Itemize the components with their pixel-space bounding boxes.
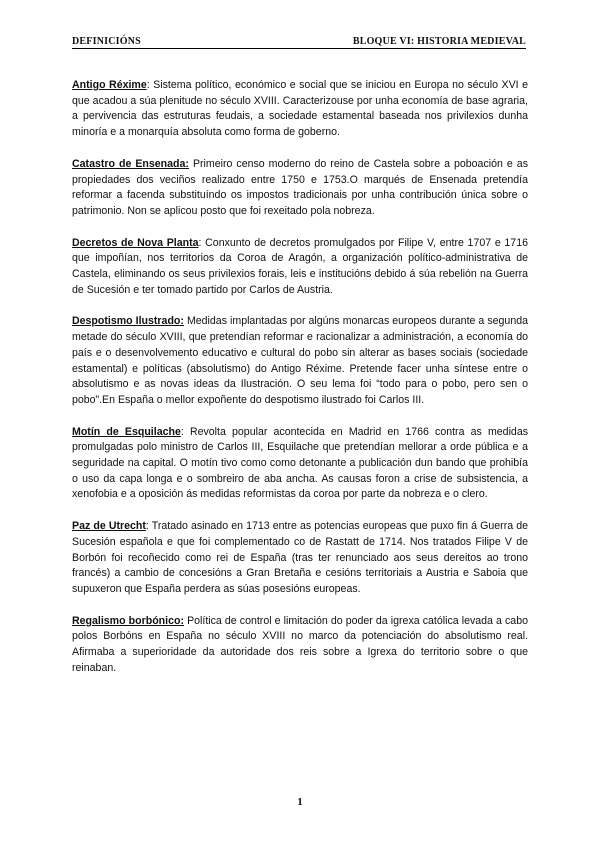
header-left-title: DEFINICIÓNS <box>72 36 141 47</box>
definition-regalismo-borbonico <box>72 614 528 677</box>
term-separator: : <box>145 520 149 533</box>
definition-term: Despotismo Ilustrado: <box>72 315 184 328</box>
definition-term: Regalismo borbónico: <box>72 614 184 627</box>
definition-catastro-ensenada <box>72 157 528 220</box>
definition-text: Sistema político, económico e social que se iniciou en Europa no século XVI e que acadou a súa plenitude no século XVIII. Caracterizouse por unha economía de base agraria, a pervivencia das estruturas feudais, a sociedade estamental baseada nos privilexios dunha minoría e a monarquía absoluta como forma de goberno. <box>72 79 528 139</box>
term-separator: : <box>180 425 184 438</box>
definition-term: Motín de Esquilache <box>72 425 181 438</box>
definition-term: Decretos de Nova Planta <box>72 236 199 249</box>
definition-text: Política de control e limitación do poder da igrexa católica levada a cabo polos Borbóns en España no século XVIII no marco da potenciación do absolutismo real. Afirmaba a superioridade da autoridade dos reis sobre a Igrexa do territorio sobre o que reinaban. <box>72 614 528 674</box>
term-separator: : <box>198 236 202 249</box>
definition-paz-utrecht <box>72 519 528 598</box>
definition-antigo-rexime <box>72 78 528 141</box>
definition-motin-esquilache <box>72 425 528 504</box>
page-number: 1 <box>297 796 303 808</box>
definition-despotismo-ilustrado <box>72 314 528 408</box>
term-separator: : <box>146 79 150 91</box>
page-header <box>72 36 526 49</box>
header-right-title: BLOQUE VI: HISTORIA MEDIEVAL <box>352 36 526 47</box>
definitions-list <box>72 78 528 693</box>
definition-text: Conxunto de decretos promulgados por Filipe V, entre 1707 e 1716 que impoñían, nos territorios da Coroa de Aragón, a organización político-administrativa de Castela, eliminando os seus privilexios forais, leis e institucións debido á súa rebelión na Guerra de Sucesión e ter tomado partido por Carlos de Austria. <box>72 236 528 296</box>
definition-text: Tratado asinado en 1713 entre as potencias europeas que puxo fin á Guerra de Sucesión española e que foi complementado co de Rastatt de 1714. Nos tratados Filipe V de Borbón foi recoñecido como rei de España (tras ter renunciado aos seus dereitos ao trono francés) a cambio de concesións a Gran Bretaña e cesións territoriais a Austria e Saboia que supuxeron que España perdera as súas posesións europeas. <box>72 520 528 595</box>
definition-term: Antigo Réxime <box>72 79 147 91</box>
definition-text: Primeiro censo moderno do reino de Castela sobre a poboación e as propiedades dos veciños realizado entre 1750 e 1753.O marqués de Ensenada pretendía reformar a facenda substituíndo os impostos tradicionais por unha contribución única sobre o patrimonio. Non se aplicou posto que foi rexeitado pola nobreza. <box>72 157 528 217</box>
definition-text: Revolta popular acontecida en Madrid en 1766 contra as medidas promulgadas polo ministro de Carlos III, Esquilache que pretendían mellorar a orde pública e a seguridade na capital. O motín tivo como como detonante a publicación dun bando que prohibía o uso da capa longa e o sombreiro de aba ancha. As causas foron a crise de subsistencia, a xenofobia e a oposición ás medidas reformistas da coroa por parte da nobreza e o clero. <box>72 425 529 501</box>
definition-decretos-nova-planta <box>72 236 528 299</box>
definition-term: Catastro de Ensenada: <box>72 157 189 170</box>
definition-term: Paz de Utrecht <box>72 520 146 533</box>
definition-text: Medidas implantadas por algúns monarcas europeos durante a segunda metade do século XVIII, que pretendían reformar e racionalizar a administración, a economía do país e o desenvolvemento educativo e cultural do pobo sin alterar as bases sociais (sociedade estamental) e políticas (absolutismo) do Antigo Réxime. Pretende facer unha síntese entre o absolutismo e as novas ideas da Ilustración. O seu lema foi “todo para o pobo, pero sen o pobo”.En España o mellor expoñente do despotismo ilustrado foi Carlos III. <box>72 315 528 406</box>
